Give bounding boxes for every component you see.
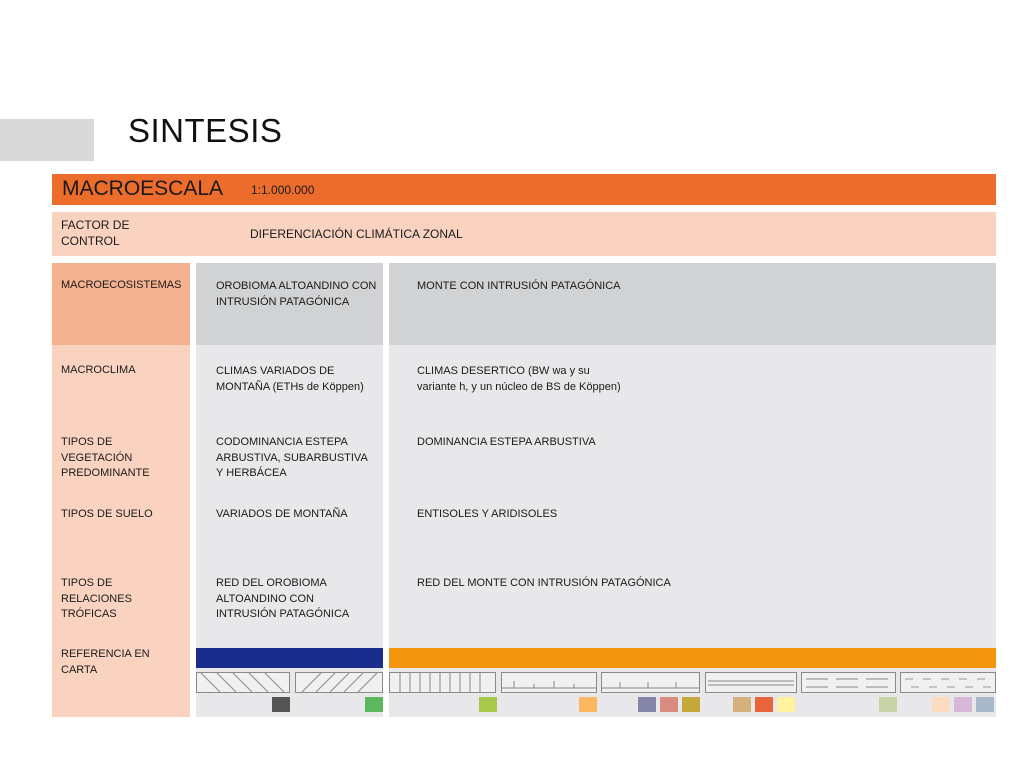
hatch-pattern-dotted-dash <box>900 672 996 693</box>
color-swatch <box>365 697 383 712</box>
factor-de-control-row <box>52 212 996 256</box>
color-swatch <box>638 697 656 712</box>
color-swatch <box>976 697 994 712</box>
hatch-pattern-diagonal-back <box>196 672 290 693</box>
macroescala-label: MACROESCALA <box>62 177 224 200</box>
row-label-troficas: TIPOS DE RELACIONES TRÓFICAS <box>61 577 132 620</box>
cell-troficas-a: RED DEL OROBIOMA ALTOANDINO CON INTRUSIÓN PATAGÓNICA <box>216 577 350 620</box>
row-label-macroclima: MACROCLIMA <box>61 364 136 376</box>
color-swatch <box>755 697 773 712</box>
hatch-pattern-horizontal <box>705 672 797 693</box>
color-swatch <box>579 697 597 712</box>
hatch-pattern-vertical <box>389 672 496 693</box>
cell-macroclima-a: CLIMAS VARIADOS DE MONTAÑA (ETHs de Köppen) <box>216 365 364 393</box>
color-swatch <box>479 697 497 712</box>
color-swatch <box>932 697 950 712</box>
color-swatch <box>733 697 751 712</box>
color-swatch <box>682 697 700 712</box>
color-swatch <box>879 697 897 712</box>
factor-label: FACTOR DE CONTROL <box>61 218 130 248</box>
page-title: SINTESIS <box>128 112 283 149</box>
scale-value: 1:1.000.000 <box>251 183 315 197</box>
cell-macroclima-b: CLIMAS DESERTICO (BW wa y su variante h, y un núcleo de BS de Köppen) <box>417 365 621 393</box>
map-reference-blue <box>196 648 383 668</box>
factor-value: DIFERENCIACIÓN CLIMÁTICA ZONAL <box>250 227 463 241</box>
row-label-suelo: TIPOS DE SUELO <box>61 508 153 520</box>
cell-vegetacion-b: DOMINANCIA ESTEPA ARBUSTIVA <box>417 436 596 448</box>
row-label-macroecosistemas: MACROECOSISTEMAS <box>61 279 182 291</box>
hatch-pattern-dashed <box>801 672 896 693</box>
map-reference-orange <box>389 648 996 668</box>
cell-macroecosistemas-a: OROBIOMA ALTOANDINO CON INTRUSIÓN PATAGÓNICA <box>216 280 377 308</box>
cell-suelo-a: VARIADOS DE MONTAÑA <box>216 508 348 520</box>
cell-macroecosistemas-b: MONTE CON INTRUSIÓN PATAGÓNICA <box>417 280 621 292</box>
hatch-pattern-ticks-alt <box>601 672 700 693</box>
hatch-pattern-diagonal-forward <box>295 672 383 693</box>
row-label-vegetacion: TIPOS DE VEGETACIÓN PREDOMINANTE <box>61 436 150 479</box>
label-column-header-cell <box>52 263 190 345</box>
macroescala-header <box>52 174 996 205</box>
row-label-referencia: REFERENCIA EN CARTA <box>61 648 150 676</box>
cell-suelo-b: ENTISOLES Y ARIDISOLES <box>417 508 558 520</box>
column-b-header-cell <box>389 263 996 345</box>
color-swatch <box>272 697 290 712</box>
hatch-pattern-ticks <box>501 672 597 693</box>
title-accent-block <box>0 119 94 161</box>
color-swatch <box>777 697 795 712</box>
color-swatch <box>660 697 678 712</box>
cell-vegetacion-a: CODOMINANCIA ESTEPA ARBUSTIVA, SUBARBUSTIVA Y HERBÁCEA <box>216 436 368 479</box>
cell-troficas-b: RED DEL MONTE CON INTRUSIÓN PATAGÓNICA <box>417 577 671 589</box>
color-swatch <box>954 697 972 712</box>
